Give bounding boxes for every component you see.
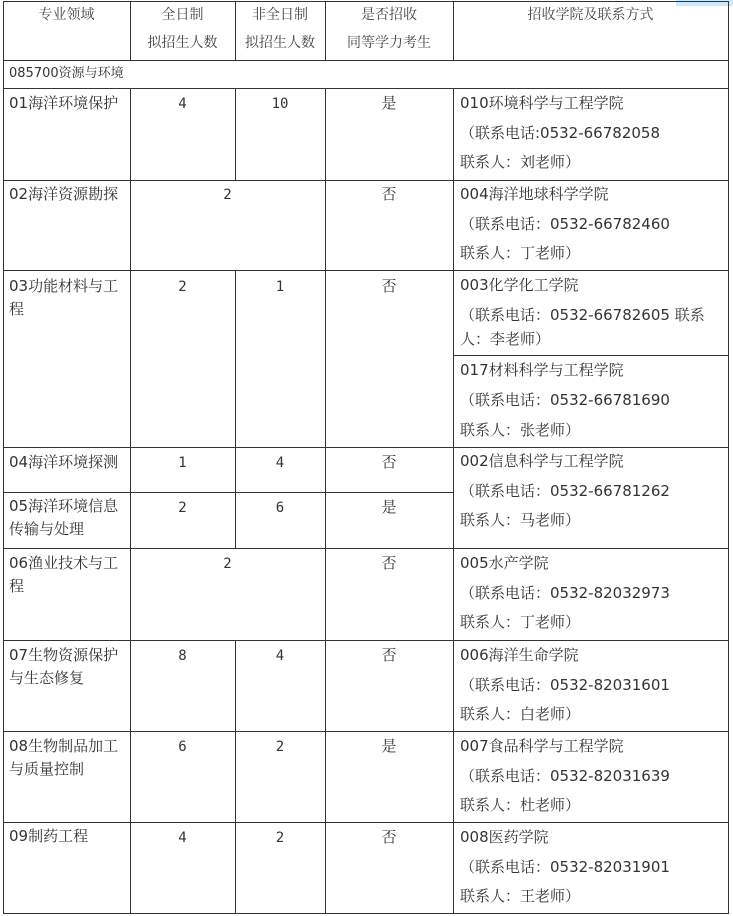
row-07-parttime: 4 — [275, 648, 285, 664]
row-09-fulltime: 4 — [178, 830, 187, 846]
row-01-parttime: 10 — [271, 96, 289, 112]
row-07-name-line2: 与生态修复 — [9, 669, 85, 687]
row-02-total: 2 — [223, 187, 232, 203]
row-04-05-phone: （联系电话：0532-66781262 — [460, 482, 670, 500]
row-06-name-line1: 06渔业技术与工 — [9, 554, 119, 572]
row-05-name-line2: 传输与处理 — [9, 520, 85, 538]
row-07-person: 联系人：白老师） — [460, 705, 581, 723]
header-equiv-line2: 同等学力考生 — [347, 35, 431, 51]
row-02-person: 联系人：丁老师） — [460, 244, 581, 262]
row-03-person-a: 人：李老师） — [460, 330, 551, 348]
row-09-college: 008医药学院 — [460, 828, 549, 846]
row-03-college-b: 017材料科学与工程学院 — [460, 361, 624, 379]
row-05-name-line1: 05海洋环境信息 — [9, 497, 119, 515]
row-05-fulltime: 2 — [178, 500, 187, 516]
row-04-fulltime: 1 — [178, 455, 187, 471]
row-03-name-line1: 03功能材料与工 — [9, 277, 119, 295]
row-07-college: 006海洋生命学院 — [460, 646, 579, 664]
row-07-fulltime: 8 — [178, 648, 187, 664]
row-03-phone-a: （联系电话：0532-66782605 联系 — [460, 306, 705, 324]
row-09-person: 联系人：王老师） — [460, 887, 581, 905]
row-04-equiv: 否 — [381, 453, 397, 471]
row-01-phone: （联系电话:0532-66782058 — [460, 124, 660, 142]
row-08-equiv: 是 — [381, 737, 397, 755]
row-06-college: 005水产学院 — [460, 554, 549, 572]
row-07-equiv: 否 — [381, 646, 397, 664]
row-02-college: 004海洋地球科学学院 — [460, 185, 609, 203]
row-08-name-line1: 08生物制品加工 — [9, 737, 119, 755]
row-08-parttime: 2 — [275, 739, 285, 755]
row-08-fulltime: 6 — [178, 739, 187, 755]
row-04-05-person: 联系人：马老师） — [460, 511, 581, 529]
row-09-parttime: 2 — [275, 830, 285, 846]
row-03-college-a: 003化学化工学院 — [460, 276, 579, 294]
header-parttime-line1: 非全日制 — [252, 7, 308, 23]
header-field: 专业领域 — [38, 7, 95, 23]
row-04-05-college: 002信息科学与工程学院 — [460, 452, 624, 470]
row-01-fulltime: 4 — [178, 96, 187, 112]
header-equiv-line1: 是否招收 — [361, 7, 417, 23]
row-01-name: 01海洋环境保护 — [9, 94, 119, 112]
row-06-phone: （联系电话：0532-82032973 — [460, 584, 670, 602]
row-02-phone: （联系电话：0532-66782460 — [460, 215, 670, 233]
row-05-equiv: 是 — [381, 498, 397, 516]
row-08-name-line2: 与质量控制 — [9, 760, 85, 778]
header-parttime-line2: 拟招生人数 — [245, 35, 315, 51]
row-05-parttime: 6 — [275, 500, 285, 516]
row-08-college: 007食品科学与工程学院 — [460, 737, 624, 755]
row-01-college: 010环境科学与工程学院 — [460, 94, 624, 112]
row-09-name: 09制药工程 — [9, 827, 89, 845]
row-06-person: 联系人：丁老师） — [460, 613, 581, 631]
row-06-total: 2 — [223, 556, 232, 572]
row-03-fulltime: 2 — [178, 279, 187, 295]
row-04-parttime: 4 — [275, 455, 285, 471]
row-08-person: 联系人：杜老师） — [460, 796, 581, 814]
row-06-name-line2: 程 — [9, 577, 25, 595]
header-contacts: 招收学院及联系方式 — [527, 7, 654, 23]
row-01-person: 联系人：刘老师） — [460, 153, 581, 171]
row-03-equiv: 否 — [381, 277, 397, 295]
row-06-equiv: 否 — [381, 554, 397, 572]
row-02-name: 02海洋资源勘探 — [9, 185, 119, 203]
row-03-parttime: 1 — [275, 279, 285, 295]
row-09-phone: （联系电话：0532-82031901 — [460, 858, 670, 876]
row-04-name: 04海洋环境探测 — [9, 453, 119, 471]
row-01-equiv: 是 — [381, 94, 397, 112]
row-03-phone-b: （联系电话：0532-66781690 — [460, 391, 670, 409]
row-07-name-line1: 07生物资源保护 — [9, 646, 119, 664]
row-07-phone: （联系电话：0532-82031601 — [460, 676, 670, 694]
section-title: 085700资源与环境 — [9, 66, 124, 81]
header-fulltime-line2: 拟招生人数 — [147, 35, 218, 51]
row-08-phone: （联系电话：0532-82031639 — [460, 767, 670, 785]
row-03-name-line2: 程 — [9, 300, 25, 318]
row-09-equiv: 否 — [381, 828, 397, 846]
header-fulltime-line1: 全日制 — [161, 7, 204, 23]
row-03-person-b: 联系人：张老师） — [460, 421, 581, 439]
row-02-equiv: 否 — [381, 185, 397, 203]
